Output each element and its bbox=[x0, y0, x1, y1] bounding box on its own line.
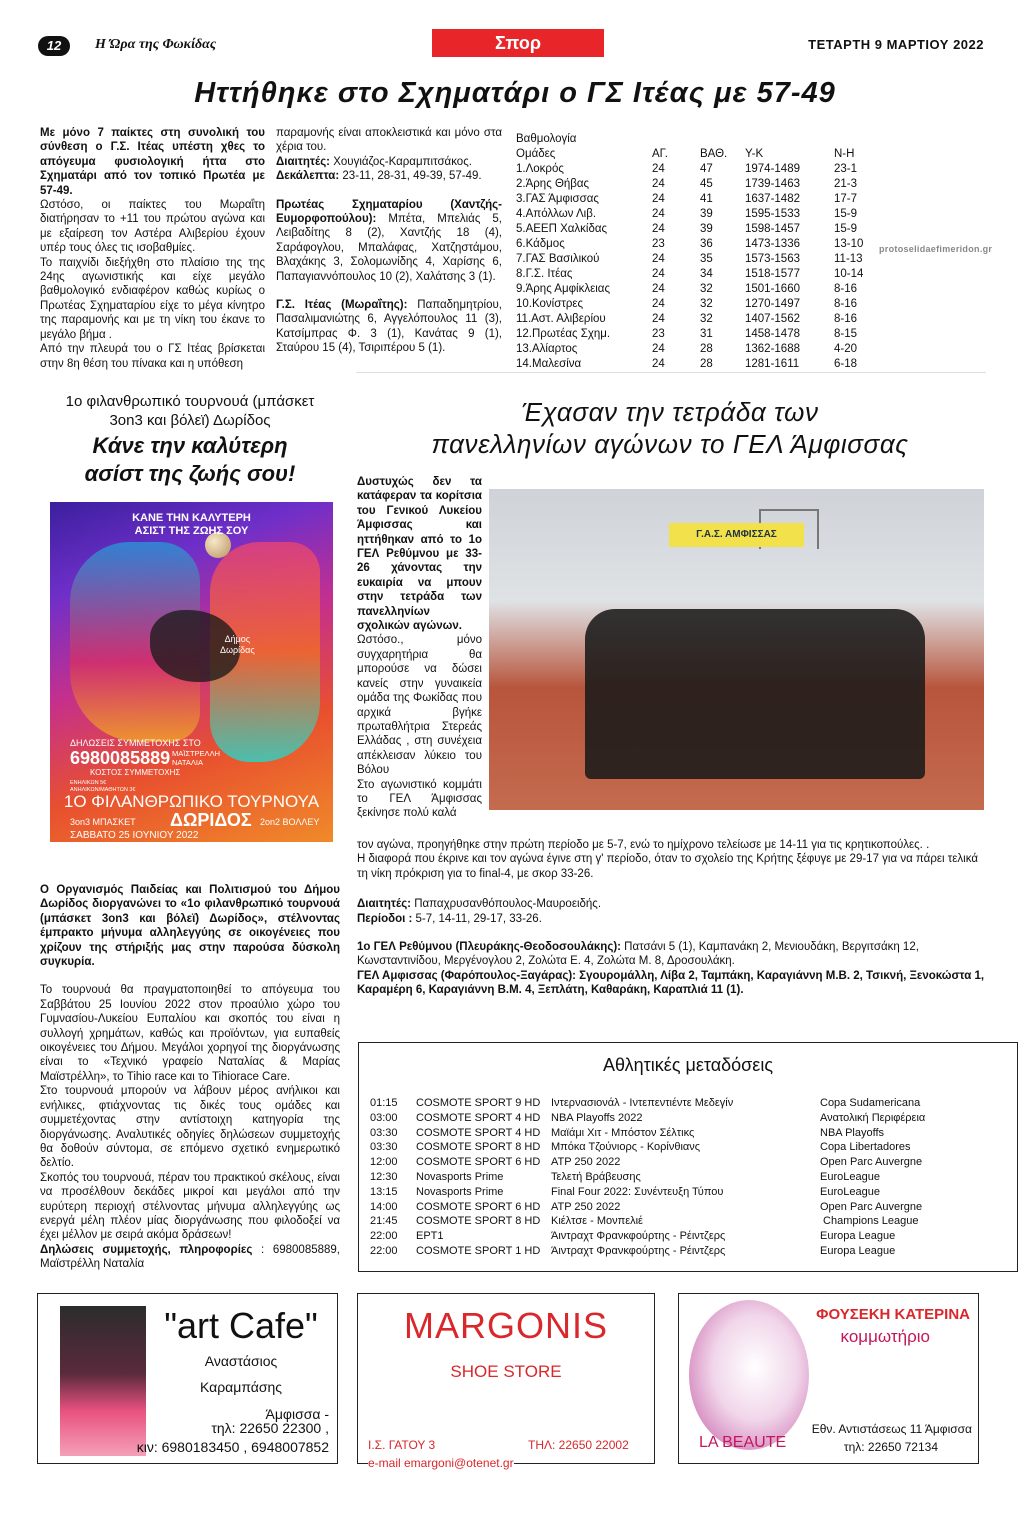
referees-line bbox=[276, 155, 502, 169]
standings-cell-wl: 8-16 bbox=[834, 313, 858, 325]
broadcast-event: Μαϊάμι Χιτ - Μπόστον Σέλτικς bbox=[551, 1126, 695, 1139]
broadcast-event: Άιντραχτ Φρανκφούρτης - Ρέιντζερς bbox=[551, 1230, 726, 1243]
standings-cell-games: 24 bbox=[652, 163, 665, 175]
article2-contact bbox=[40, 1243, 340, 1272]
standings-row bbox=[516, 297, 896, 312]
standings-cell-team: 9.Άρης Αμφίκλειας bbox=[516, 283, 610, 295]
article1-paragraph: Ωστόσο, οι παίκτες του Μωραΐτη διατήρησαν το +11 του πρώτου αγώνα και με εξαίρεση τον Αστέρα Αλιβερίου έχουν υπέρ τους όλες τις ισοβαθμίες. bbox=[40, 199, 265, 255]
article2-contact-text: : 6980085889, Μαϊστρέλλη Ναταλία bbox=[40, 1243, 340, 1271]
broadcast-time: 03:30 bbox=[370, 1141, 398, 1154]
fouseki-name: ΦΟΥΣΕΚΗ ΚΑΤΕΡΙΝΑ bbox=[816, 1306, 970, 1323]
standings-cell-points: 39 bbox=[700, 223, 713, 235]
standings-cell-score: 1598-1457 bbox=[745, 223, 800, 235]
broadcast-row bbox=[370, 1111, 970, 1126]
standings-cell-team: 1.Λοκρός bbox=[516, 163, 564, 175]
standings-cell-score: 1595-1533 bbox=[745, 208, 800, 220]
artcafe-mobile: κιν: 6980183450 , 6948007852 bbox=[136, 1439, 329, 1455]
artcafe-owner-last: Καραμπάσης bbox=[199, 1379, 283, 1395]
standings-cell-score: 1501-1660 bbox=[745, 283, 800, 295]
divider bbox=[356, 372, 986, 373]
broadcast-event: Final Four 2022: Συνέντευξη Τύπου bbox=[551, 1185, 724, 1198]
poster-place: ΔΩΡΙΔΟΣ bbox=[170, 810, 252, 830]
standings-cell-team: 2.Άρης Θήβας bbox=[516, 178, 590, 190]
standings-header bbox=[516, 147, 896, 162]
standings-cell-score: 1974-1489 bbox=[745, 163, 800, 175]
amfissa-lineup-text: Σγουρομάλλη, Λίβα 2, Ταμπάκη, Καραγιάννη Μ.Β. 2, Τσικνή, Ξενοκώστα 1, Καραμέρη 6, Καραγιάννη Β.Μ. 4, Ξεπλάτη, Καθαράκη, Καραπλιά 11 (1). bbox=[357, 969, 985, 997]
article3-periods bbox=[357, 912, 985, 926]
article2-paragraph: Στο τουρνουά μπορούν να λάβουν μέρος ανήλικοι και ενήλικες, φτιάχνοντας τις δικές τους ομάδες και συμμετέχοντας στην αντίστοιχη κατηγορία της διοργάνωσης. Αναλυτικές οδηγίες δηλώσεων συμμετοχής θα δοθούν σύντομα, σε επόμενο σχετικό ενημερωτικό δελτίο. bbox=[40, 1085, 340, 1170]
standings-cell-team: 11.Αστ. Αλιβερίου bbox=[516, 313, 606, 325]
broadcast-time: 01:15 bbox=[370, 1097, 398, 1109]
standings-cell-score: 1362-1688 bbox=[745, 343, 800, 355]
standings-cell-points: 28 bbox=[700, 358, 713, 370]
standings-cell-points: 31 bbox=[700, 328, 713, 340]
article3-referees-label: Διαιτητές: bbox=[357, 898, 412, 911]
article1-col1 bbox=[40, 126, 265, 371]
team-group-shape bbox=[585, 609, 925, 779]
page-number: 12 bbox=[38, 36, 70, 56]
standings-cell-wl: 13-10 bbox=[834, 238, 864, 250]
standings-cell-score: 1270-1497 bbox=[745, 298, 800, 310]
article2-paragraph: Σκοπός του τουρνουά, πέραν του πρακτικού σκέλους, είναι να προσέλθουν δεκάδες μικροί και μεγάλοι από την ευρύτερη περιοχή στέλνοντας μήνυμα αλληλεγγύης ως ενεργά μέλη πλέον μίας διοργάνωσης που φιλοδοξεί να έχει μέλλον με σειρά ακόμα δράσεων! bbox=[40, 1171, 340, 1242]
standings-cell-wl: 11-13 bbox=[834, 253, 863, 265]
standings-cell-wl: 6-18 bbox=[834, 358, 858, 370]
article3-headline-line: πανελληνίων αγώνων το ΓΕΛ Άμφισσας bbox=[431, 429, 909, 459]
standings-row bbox=[516, 207, 896, 222]
quarters-line bbox=[276, 169, 502, 183]
standings-row bbox=[516, 342, 896, 357]
home-lineup-label: Πρωτέας Σχηματαρίου (Χαντζής-Ευμορφοπούλου): bbox=[276, 198, 502, 226]
watermark: protoselidaefimeridon.gr bbox=[879, 244, 993, 254]
broadcast-competition: Europa League bbox=[820, 1230, 896, 1243]
standings-cell-games: 23 bbox=[652, 238, 665, 250]
standings-cell-games: 24 bbox=[652, 313, 665, 325]
standings-cell-points: 45 bbox=[700, 178, 713, 190]
broadcast-row bbox=[370, 1140, 970, 1155]
standings-cell-score: 1573-1563 bbox=[745, 253, 800, 265]
broadcast-competition: Copa Libertadores bbox=[820, 1141, 911, 1154]
poster-slogan bbox=[50, 512, 333, 538]
fouseki-ad bbox=[678, 1293, 979, 1464]
standings-cell-score: 1281-1611 bbox=[745, 358, 800, 370]
article2-headline-line: 3on3 και βόλεϊ) Δωρίδος bbox=[109, 412, 271, 429]
broadcast-competition: Ανατολική Περιφέρεια bbox=[820, 1111, 926, 1124]
standings-cell-points: 36 bbox=[700, 238, 713, 250]
standings-cell-team: 3.ΓΑΣ Άμφισσας bbox=[516, 193, 599, 205]
standings-cell-games: 24 bbox=[652, 193, 665, 205]
broadcast-channel: COSMOTE SPORT 6 HD bbox=[416, 1156, 541, 1169]
standings-cell-wl: 15-9 bbox=[834, 208, 858, 220]
broadcast-channel: COSMOTE SPORT 9 HD bbox=[416, 1097, 541, 1109]
standings-cell-games: 24 bbox=[652, 253, 665, 265]
standings-row bbox=[516, 162, 896, 177]
standings-cell-points: 41 bbox=[700, 193, 713, 205]
broadcast-time: 12:30 bbox=[370, 1170, 398, 1183]
poster-contact-line: ΜΑΪΣΤΡΕΛΛΗ bbox=[172, 749, 220, 758]
standings-header-score: Υ-Κ bbox=[745, 148, 764, 160]
broadcast-channel: ΕΡΤ1 bbox=[416, 1230, 444, 1243]
standings-cell-team: 7.ΓΑΣ Βασιλικού bbox=[516, 253, 600, 265]
standings-cell-wl: 8-15 bbox=[834, 328, 858, 340]
broadcasts-table bbox=[370, 1096, 970, 1259]
poster-volley-label: 2on2 ΒΟΛΛΕΥ bbox=[260, 817, 320, 827]
article1-headline: Ηττήθηκε στο Σχηματάρι ο ΓΣ Ιτέας με 57-49 bbox=[194, 77, 836, 109]
broadcast-event: Μπόκα Τζούνιορς - Κορίνθιανς bbox=[551, 1141, 701, 1154]
article3-lead: Δυστυχώς δεν τα κατάφεραν τα κορίτσια του Γενικού Λυκείου Άμφισσας και ηττήθηκαν από το 1ο ΓΕΛ Ρεθύμνου με 33-26 χάνοντας την ευκαιρία να μπουν στην τετράδα των πανελληνίων σχολικών αγώνων. bbox=[357, 476, 482, 633]
standings-cell-points: 35 bbox=[700, 253, 713, 265]
broadcast-row bbox=[370, 1126, 970, 1141]
broadcast-time: 22:00 bbox=[370, 1244, 398, 1257]
broadcast-event: ATP 250 2022 bbox=[551, 1200, 621, 1213]
article3-paragraph: τον αγώνα, προηγήθηκε στην πρώτη περίοδο με 5-7, ενώ το ημίχρονο τελείωσε με 14-11 για τις κρητικοπούλες. . bbox=[357, 839, 930, 851]
referees-label: Διαιτητές: bbox=[276, 155, 331, 168]
poster-map-label-line: Δωρίδας bbox=[220, 645, 255, 655]
standings-cell-team: 10.Κονίστρες bbox=[516, 298, 584, 310]
broadcast-row bbox=[370, 1170, 970, 1185]
broadcast-competition: Open Parc Auvergne bbox=[820, 1200, 923, 1213]
standings-cell-points: 39 bbox=[700, 208, 713, 220]
standings-row bbox=[516, 237, 896, 252]
poster-date: ΣΑΒΒΑΤΟ 25 ΙΟΥΝΙΟΥ 2022 bbox=[70, 830, 199, 841]
standings-row bbox=[516, 222, 896, 237]
margonis-subtitle: SHOE STORE bbox=[450, 1362, 562, 1381]
article2-contact-label: Δηλώσεις συμμετοχής, πληροφορίες bbox=[40, 1243, 253, 1256]
broadcast-row bbox=[370, 1244, 970, 1259]
article3-referees-text: Παπαχρυσανθόπουλος-Μαυροειδής. bbox=[411, 898, 602, 911]
broadcast-channel: COSMOTE SPORT 1 HD bbox=[416, 1244, 541, 1257]
standings-header-wl: Ν-Η bbox=[834, 148, 855, 160]
standings-cell-wl: 4-20 bbox=[834, 343, 858, 355]
article1-paragraph: Το παιχνίδι διεξήχθη στο πλαίσιο της της 24ης αγωνιστικής και είχε μεγάλο βαθμολογικό ενδιαφέρον καθώς κυρίως ο Πρωτέας Σχηματαρίου είχε το μέγα κίνητρο της παραμονής και με τη νίκη του έκανε το μεγάλο βήμα . bbox=[40, 256, 265, 341]
cocktail-glass-image bbox=[60, 1306, 146, 1456]
referees-text: Χουγιάζος-Καραμπιτσάκος. bbox=[330, 155, 472, 168]
fouseki-type: κομμωτήριο bbox=[840, 1327, 930, 1346]
broadcast-row bbox=[370, 1229, 970, 1244]
broadcast-competition: Open Parc Auvergne bbox=[820, 1156, 923, 1169]
poster-slogan-line: ΚΑΝΕ ΤΗΝ ΚΑΛΥΤΕΡΗ bbox=[132, 512, 251, 524]
poster-map-label bbox=[220, 634, 255, 656]
broadcast-competition: NBA Playoffs bbox=[820, 1126, 884, 1139]
broadcast-channel: COSMOTE SPORT 4 HD bbox=[416, 1111, 541, 1124]
quarters-label: Δεκάλεπτα: bbox=[276, 170, 340, 183]
broadcast-event: Ιντερνασιονάλ - Ιντεπεντιέντε Μεδεγίν bbox=[551, 1097, 734, 1109]
standings-cell-score: 1407-1562 bbox=[745, 313, 800, 325]
article2-headline-line: 1ο φιλανθρωπικό τουρνουά (μπάσκετ bbox=[65, 393, 315, 410]
broadcast-time: 13:15 bbox=[370, 1185, 398, 1198]
home-lineup bbox=[276, 198, 502, 284]
broadcast-competition: Europa League bbox=[820, 1244, 896, 1257]
team-photo bbox=[489, 489, 984, 810]
artcafe-city: Άμφισσα - bbox=[265, 1406, 329, 1422]
rethymno-lineup-label: 1ο ΓΕΛ Ρεθύμνου (Πλευράκης-Θεοδοσουλάκης): bbox=[357, 941, 621, 954]
standings-cell-wl: 8-16 bbox=[834, 283, 858, 295]
standings-cell-games: 23 bbox=[652, 328, 665, 340]
broadcast-competition: EuroLeague bbox=[820, 1170, 880, 1183]
standings-row bbox=[516, 312, 896, 327]
article3-periods-text: 5-7, 14-11, 29-17, 33-26. bbox=[412, 912, 542, 925]
standings-cell-games: 24 bbox=[652, 223, 665, 235]
article1-paragraph: Από την πλευρά του ο ΓΣ Ιτέας βρίσκεται στην 8η θέση του πίνακα και η υπόθεση bbox=[40, 343, 265, 370]
standings-cell-points: 32 bbox=[700, 313, 713, 325]
article3-paragraph: Ωστόσο., μόνο συγχαρητήρια θα μπορούσε να δώσει κανείς στην γυναικεία ομάδα της Φωκίδας που αρχικά βγήκε πρωταθλήτρια Στερεάς Ελλάδας , στη συνέχεια απέκλεισαν λύκειο του Βόλου bbox=[357, 634, 482, 777]
standings-cell-points: 32 bbox=[700, 283, 713, 295]
home-lineup-text: Μπέτα, Μπελιάς 5, Λειβαδίτης 8 (2), Χαντζής 18 (4), Σαράφογλου, Μπαλάφας, Χατζηστάμου, Βλαχάκης 3, Σολομωνίδης 4, Χαρίσης 6, Παπαγιαννόπουλος 10 (2), Χαλάτσης 3 (1). bbox=[276, 213, 502, 283]
away-lineup bbox=[276, 298, 502, 356]
poster-contact bbox=[172, 749, 220, 767]
standings-rows bbox=[516, 162, 896, 372]
broadcast-channel: Novasports Prime bbox=[416, 1185, 504, 1198]
standings-cell-score: 1637-1482 bbox=[745, 193, 800, 205]
article3-headline-line: Έχασαν την τετράδα των bbox=[521, 397, 819, 427]
broadcast-event: Άιντραχτ Φρανκφούρτης - Ρέιντζερς bbox=[551, 1244, 726, 1257]
issue-date: ΤΕΤΑΡΤΗ 9 ΜΑΡΤΙΟΥ 2022 bbox=[808, 37, 984, 52]
artcafe-phone: τηλ: 22650 22300 , bbox=[211, 1420, 329, 1436]
standings-cell-points: 47 bbox=[700, 163, 713, 175]
standings-row bbox=[516, 327, 896, 342]
fouseki-brand: LA BEAUTE bbox=[699, 1434, 787, 1451]
broadcast-time: 22:00 bbox=[370, 1230, 398, 1243]
broadcast-competition: Champions League bbox=[820, 1215, 919, 1228]
standings-row bbox=[516, 177, 896, 192]
margonis-address: Ι.Σ. ΓΑΤΟΥ 3 bbox=[368, 1438, 436, 1452]
poster-entries-label: ΔΗΛΩΣΕΙΣ ΣΥΜΜΕΤΟΧΗΣ ΣΤΟ bbox=[70, 738, 201, 748]
standings-cell-games: 24 bbox=[652, 343, 665, 355]
standings-cell-score: 1739-1463 bbox=[745, 178, 800, 190]
broadcast-channel: COSMOTE SPORT 4 HD bbox=[416, 1126, 541, 1139]
broadcast-channel: COSMOTE SPORT 6 HD bbox=[416, 1200, 541, 1213]
broadcast-event: Τελετή Βράβευσης bbox=[551, 1170, 641, 1183]
poster-cost-label: ΚΟΣΤΟΣ ΣΥΜΜΕΤΟΧΗΣ bbox=[90, 768, 181, 777]
broadcast-row bbox=[370, 1155, 970, 1170]
section-label: Σπορ bbox=[432, 29, 604, 57]
standings-title: Βαθμολογία bbox=[516, 133, 577, 145]
standings-row bbox=[516, 357, 896, 372]
poster-basket-label: 3on3 ΜΠΑΣΚΕΤ bbox=[70, 817, 136, 827]
broadcast-competition: EuroLeague bbox=[820, 1185, 880, 1198]
away-lineup-text: Παπαδημητρίου, Πασαλιμανιώτης 6, Αγγελόπουλος 11 (3), Κατσίμπρας Φ. 3 (1), Κανάτας 9 (1), Σταύρου 15 (4), Τσιριπέρου 5 (1). bbox=[276, 299, 502, 355]
amfissa-lineup bbox=[357, 969, 985, 998]
artcafe-name: "art Cafe" bbox=[164, 1305, 318, 1346]
standings-table bbox=[516, 132, 896, 372]
article2-tagline bbox=[40, 432, 340, 488]
poster-map-label-line: Δήμος bbox=[224, 634, 251, 644]
newspaper-title: Η Ώρα της Φωκίδας bbox=[95, 37, 217, 52]
margonis-name: MARGONIS bbox=[403, 1305, 608, 1346]
broadcast-row bbox=[370, 1200, 970, 1215]
poster-contact-line: ΝΑΤΑΛΙΑ bbox=[172, 758, 203, 767]
article3-paragraph: Στο αγωνιστικό κομμάτι το ΓΕΛ Άμφισσας ξεκίνησε πολύ καλά bbox=[357, 778, 482, 820]
standings-cell-wl: 10-14 bbox=[834, 268, 864, 280]
article1-col2 bbox=[276, 126, 502, 356]
artcafe-ad bbox=[37, 1293, 338, 1464]
article2-lead: Ο Οργανισμός Παιδείας και Πολιτισμού του Δήμου Δωρίδος διοργανώνει το «1ο φιλανθρωπικό τουρνουά (μπάσκετ 3on3 και βόλεϊ) Δωρίδος», στέλνοντας έμπρακτο μήνυμα αλληλεγγύης σε οικογένειες που χρίζουν της στήριξής μας στην παρούσα δύσκολη συγκυρία. bbox=[40, 884, 340, 969]
poster-tournament-title: 1Ο ΦΙΛΑΝΘΡΩΠΙΚΟ ΤΟΥΡΝΟΥΑ bbox=[63, 792, 320, 811]
standings-cell-points: 28 bbox=[700, 343, 713, 355]
article3-referees bbox=[357, 897, 985, 911]
broadcast-time: 21:45 bbox=[370, 1215, 398, 1228]
standings-cell-team: 4.Απόλλων Λιβ. bbox=[516, 208, 597, 220]
broadcast-time: 03:00 bbox=[370, 1111, 398, 1124]
standings-cell-team: 13.Αλίαρτος bbox=[516, 343, 578, 355]
broadcast-time: 12:00 bbox=[370, 1156, 398, 1169]
margonis-email: e-mail emargoni@otenet.gr bbox=[368, 1456, 514, 1470]
article3-periods-label: Περίοδοι : bbox=[357, 912, 413, 925]
standings-cell-games: 24 bbox=[652, 208, 665, 220]
standings-cell-team: 6.Κάδμος bbox=[516, 238, 565, 250]
tournament-poster bbox=[50, 502, 333, 842]
article2-paragraph: Το τουρνουά θα πραγματοποιηθεί το απόγευμα του Σαββάτου 25 Ιουνίου 2022 στον προαύλιο χώρο του Γυμνασίου-Λυκείου Ευπαλίου και σκοπός του είναι η συλλογή χρημάτων, καθώς και προϊόντων, για ευπαθείς οικογένειες του Δήμου. Μεγάλοι χορηγοί της διοργάνωσης είναι το «Τεχνικό γραφείο Ναταλίας & Μαρίας Μαϊστρέλλη», το Tihio race και το Tihiorace Care. bbox=[40, 984, 340, 1083]
standings-cell-wl: 8-16 bbox=[834, 298, 858, 310]
poster-cost-line: ΕΝΗΛΙΚΩΝ 5€ bbox=[70, 780, 107, 786]
standings-cell-team: 8.Γ.Σ. Ιτέας bbox=[516, 268, 573, 280]
away-lineup-label: Γ.Σ. Ιτέας (Μωραΐτης): bbox=[276, 299, 408, 312]
poster-slogan-line: ΑΣΙΣΤ ΤΗΣ ΖΩΗΣ ΣΟΥ bbox=[134, 525, 249, 537]
fouseki-address: Εθν. Αντιστάσεως 11 Άμφισσα bbox=[811, 1422, 972, 1436]
broadcast-competition: Copa Sudamericana bbox=[820, 1097, 921, 1109]
standings-row bbox=[516, 282, 896, 297]
article2-tagline-line: Κάνε την καλύτερη bbox=[92, 433, 288, 458]
standings-cell-games: 24 bbox=[652, 298, 665, 310]
standings-header-team: Ομάδες bbox=[516, 148, 556, 160]
standings-cell-wl: 23-1 bbox=[834, 163, 858, 175]
article2-body bbox=[40, 883, 340, 1272]
standings-cell-wl: 17-7 bbox=[834, 193, 858, 205]
artcafe-owner-first: Αναστάσιος bbox=[204, 1353, 278, 1369]
standings-cell-team: 5.ΑΕΕΠ Χαλκίδας bbox=[516, 223, 608, 235]
broadcast-row bbox=[370, 1214, 970, 1229]
article1-paragraph: παραμονής είναι αποκλειστικά και μόνο στα χέρια του. bbox=[276, 127, 502, 154]
standings-cell-games: 24 bbox=[652, 268, 665, 280]
article3-narrow-col bbox=[357, 475, 482, 821]
standings-row bbox=[516, 192, 896, 207]
poster-cost-line: ΑΝΗΛΙΚΩΝ/ΜΑΘΗΤΩΝ 3€ bbox=[70, 787, 136, 793]
standings-row bbox=[516, 252, 896, 267]
article3-wide-col bbox=[357, 838, 985, 998]
article3-headline bbox=[360, 396, 980, 460]
broadcasts-title: Αθλητικές μεταδόσεις bbox=[603, 1055, 773, 1075]
broadcast-channel: COSMOTE SPORT 8 HD bbox=[416, 1215, 541, 1228]
standings-cell-score: 1518-1577 bbox=[745, 268, 800, 280]
poster-phone: 6980085889 bbox=[70, 748, 171, 768]
broadcast-channel: COSMOTE SPORT 8 HD bbox=[416, 1141, 541, 1154]
broadcast-row bbox=[370, 1185, 970, 1200]
amfissa-lineup-label: ΓΕΛ Αμφισσας (Φαρόπουλος-Ξαγάρας): bbox=[357, 969, 576, 982]
article2-tagline-line: ασίστ της ζωής σου! bbox=[84, 461, 296, 486]
standings-cell-wl: 21-3 bbox=[834, 178, 858, 190]
broadcast-time: 03:30 bbox=[370, 1126, 398, 1139]
article3-paragraph: Η διαφορά που έκρινε και τον αγώνα έγινε στη γ' περίοδο, όταν το σχολείο της Κρήτης ξέφυγε με 29-17 για να πάρει τελικά τη νίκη πρόκριση για το final-4, με σκορ 33-26. bbox=[357, 853, 978, 880]
rethymno-lineup bbox=[357, 940, 985, 969]
standings-cell-games: 24 bbox=[652, 178, 665, 190]
broadcast-row bbox=[370, 1096, 970, 1111]
standings-cell-wl: 15-9 bbox=[834, 223, 858, 235]
photo-sign: Γ.Α.Σ. ΑΜΦΙΣΣΑΣ bbox=[669, 523, 804, 547]
broadcast-event: Κιέλτσε - Μονπελιέ bbox=[551, 1215, 643, 1228]
broadcast-time: 14:00 bbox=[370, 1200, 398, 1213]
article2-headline bbox=[40, 392, 340, 430]
standings-cell-team: 12.Πρωτέας Σχημ. bbox=[516, 328, 611, 340]
article1-lead: Με μόνο 7 παίκτες στη συνολική του σύνθεση ο Γ.Σ. Ιτέας υπέστη χθες το απόγευμα φυσιολογική ήττα στο Σχηματάρι από τον τοπικό Πρωτέα με 57-49. bbox=[40, 127, 265, 197]
standings-cell-games: 24 bbox=[652, 358, 665, 370]
fouseki-phone: τηλ: 22650 72134 bbox=[843, 1440, 938, 1454]
standings-row bbox=[516, 267, 896, 282]
margonis-phone: ΤΗΛ: 22650 22002 bbox=[528, 1438, 629, 1452]
broadcast-channel: Novasports Prime bbox=[416, 1170, 504, 1183]
standings-cell-score: 1458-1478 bbox=[745, 328, 800, 340]
standings-cell-points: 32 bbox=[700, 298, 713, 310]
broadcast-event: ATP 250 2022 bbox=[551, 1156, 621, 1169]
standings-header-points: ΒΑΘ. bbox=[700, 148, 728, 160]
margonis-ad bbox=[357, 1293, 655, 1470]
standings-cell-team: 14.Μαλεσίνα bbox=[516, 358, 582, 370]
broadcast-event: NBA Playoffs 2022 bbox=[551, 1111, 643, 1124]
quarters-text: 23-11, 28-31, 49-39, 57-49. bbox=[339, 170, 482, 183]
standings-header-games: ΑΓ. bbox=[652, 148, 668, 160]
standings-cell-score: 1473-1336 bbox=[745, 238, 800, 250]
standings-cell-games: 24 bbox=[652, 283, 665, 295]
rethymno-lineup-text: Πατσάνι 5 (1), Καμπανάκη 2, Μενιουδάκη, Βεργιτσάκη 12, Κωνσταντινίδου, Μεργένογλου 2, Ζολώτα Ε. 4, Ζολώτα Μ. 8, Δροσουλάκη. bbox=[357, 941, 919, 968]
standings-cell-points: 34 bbox=[700, 268, 713, 280]
